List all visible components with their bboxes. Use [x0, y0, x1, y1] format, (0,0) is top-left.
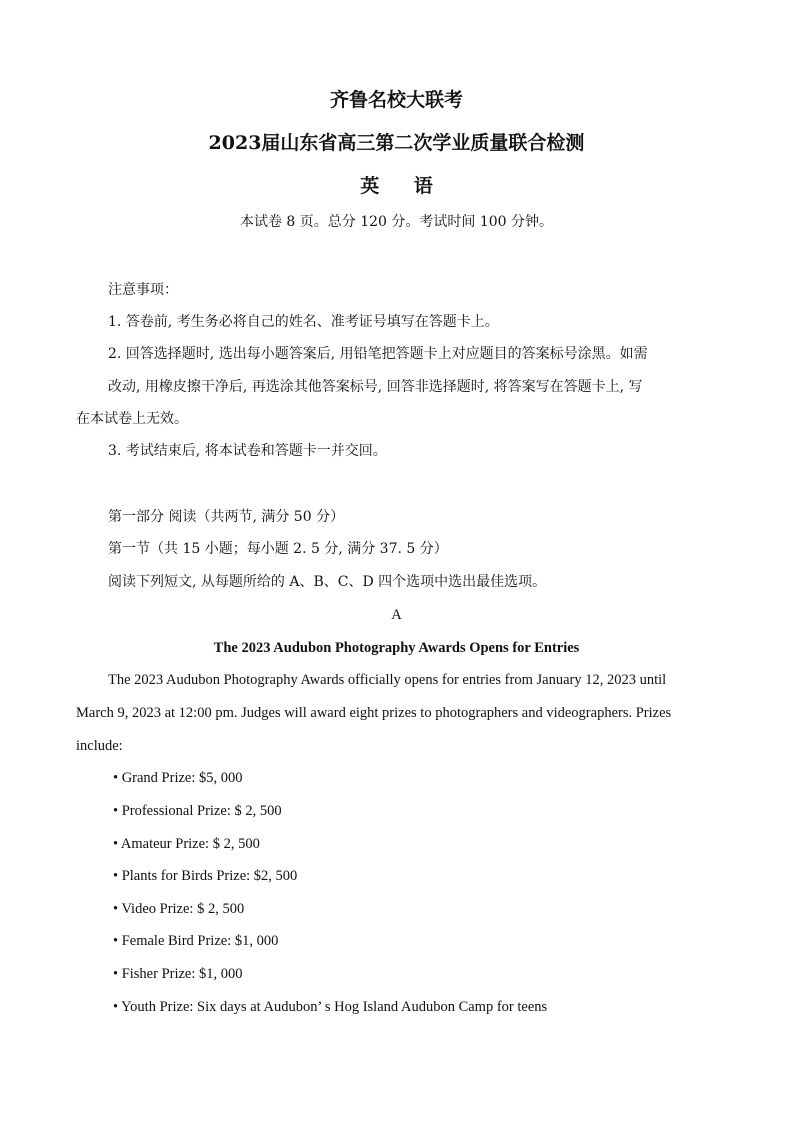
note-item-2-line-1: 2. 回答选择题时, 选出每小题答案后, 用铅笔把答题卡上对应题目的答案标号涂黑。如需	[108, 346, 648, 362]
note-item-3: 3. 考试结束后, 将本试卷和答题卡一并交回。	[108, 443, 387, 459]
passage-paragraph-line-3: include:	[76, 738, 123, 754]
passage-title: The 2023 Audubon Photography Awards Opens for Entries	[213, 640, 580, 656]
section-sub-heading: 第一节（共 15 小题；每小题 2. 5 分, 满分 37. 5 分）	[108, 541, 448, 557]
prize-item-professional: • Professional Prize: $ 2, 500	[113, 803, 282, 819]
exam-info: 本试卷 8 页。总分 120 分。考试时间 100 分钟。	[239, 214, 554, 230]
passage-paragraph-line-2: March 9, 2023 at 12:00 pm. Judges will award eight prizes to photographers and videographers. Prizes	[76, 705, 672, 721]
prize-item-fisher: • Fisher Prize: $1, 000	[113, 966, 243, 982]
passage-paragraph-line-1: The 2023 Audubon Photography Awards officially opens for entries from January 12, 2023 until	[108, 672, 667, 688]
exam-series-title: 齐鲁名校大联考	[329, 89, 463, 111]
exam-title: 2023届山东省高三第二次学业质量联合检测	[208, 132, 585, 154]
prize-item-female-bird: • Female Bird Prize: $1, 000	[113, 933, 279, 949]
passage-label: A	[391, 607, 402, 623]
note-item-2-line-2: 改动, 用橡皮擦干净后, 再选涂其他答案标号, 回答非选择题时, 将答案写在答题卡上, 写	[108, 379, 643, 395]
section-part-heading: 第一部分 阅读（共两节, 满分 50 分）	[108, 509, 345, 525]
section-instruction: 阅读下列短文, 从每题所给的 A、B、C、D 四个选项中选出最佳选项。	[108, 574, 547, 590]
notes-heading: 注意事项：	[108, 282, 178, 298]
prize-item-youth: • Youth Prize: Six days at Audubon’ s Hog Island Audubon Camp for teens	[113, 999, 548, 1015]
prize-item-plants-for-birds: • Plants for Birds Prize: $2, 500	[113, 868, 298, 884]
prize-item-video: • Video Prize: $ 2, 500	[113, 901, 245, 917]
note-item-1: 1. 答卷前, 考生务必将自己的姓名、准考证号填写在答题卡上。	[108, 314, 499, 330]
note-item-2-line-3: 在本试卷上无效。	[76, 411, 188, 427]
subject-title: 英 语	[360, 175, 447, 197]
prize-item-grand: • Grand Prize: $5, 000	[113, 770, 243, 786]
prize-item-amateur: • Amateur Prize: $ 2, 500	[113, 836, 260, 852]
